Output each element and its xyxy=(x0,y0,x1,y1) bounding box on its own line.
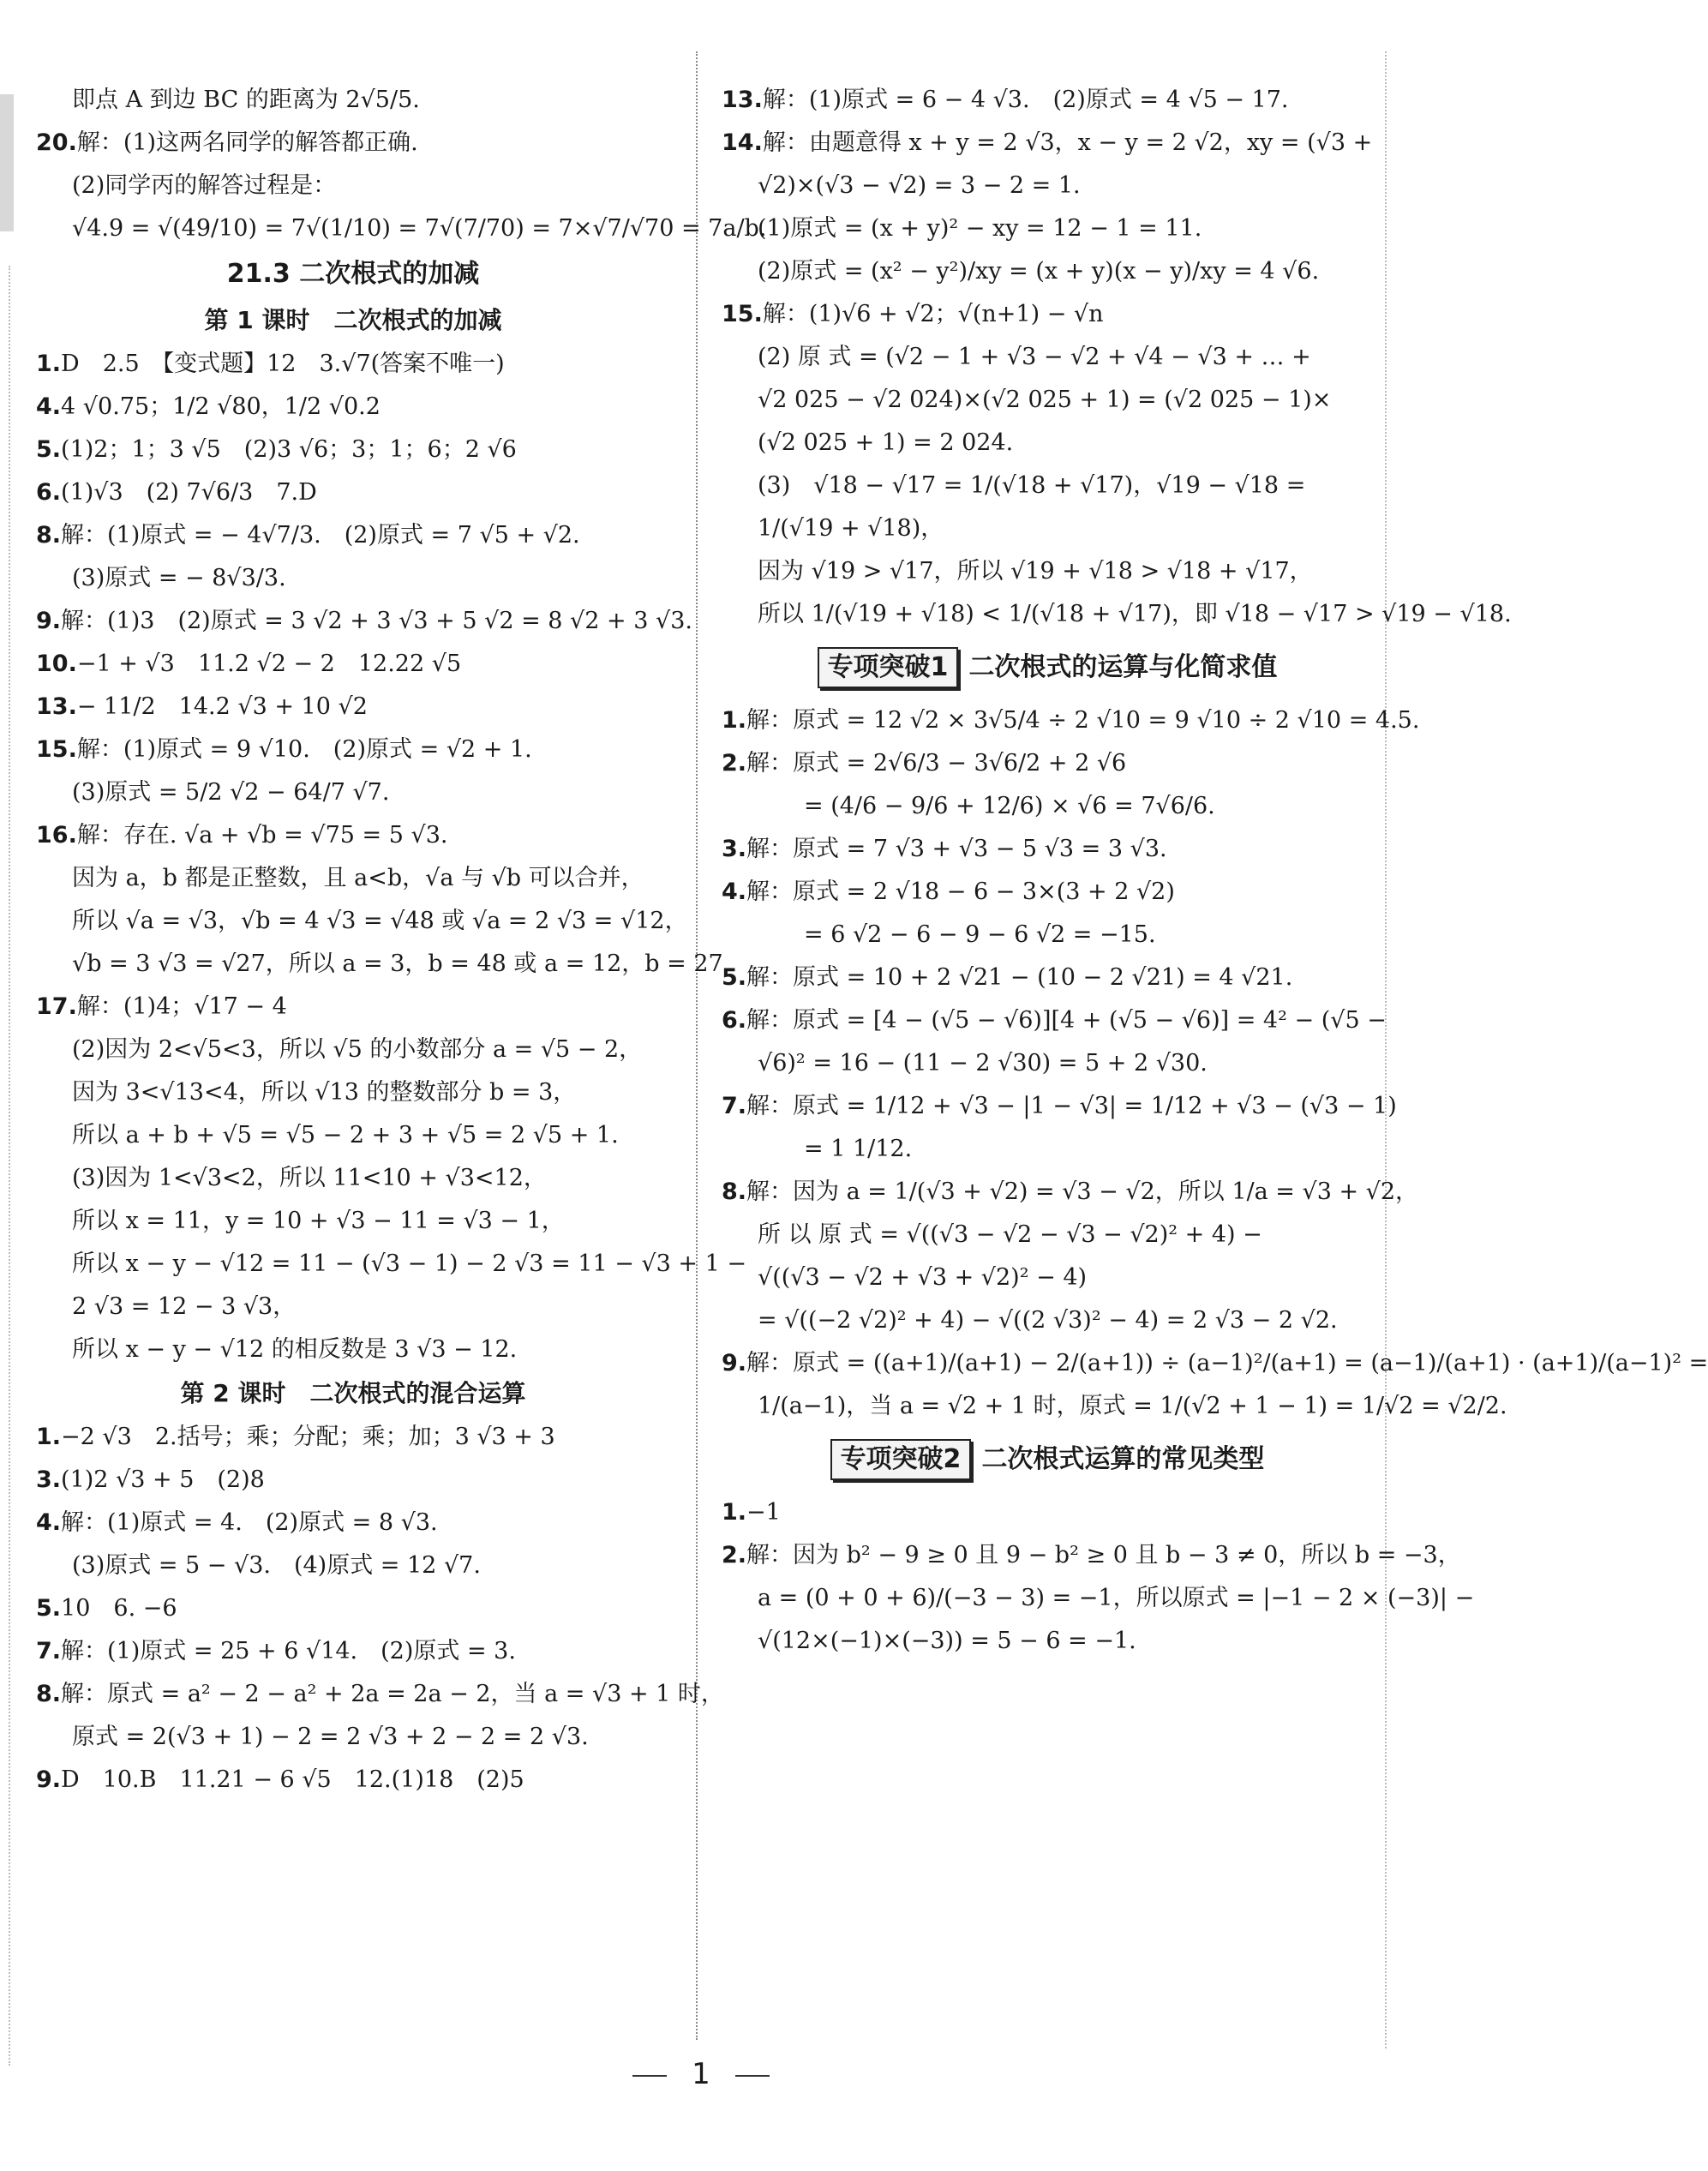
question-number: 3. xyxy=(722,836,747,862)
column-divider xyxy=(696,51,698,2040)
answer-line xyxy=(722,336,1373,379)
answer-line xyxy=(36,1673,724,1716)
answer-text: 1/(a−1)，当 a = √2 + 1 时，原式 = 1/(√2 + 1 − 1) = 1/√2 = √2/2. xyxy=(758,1393,1507,1419)
left-margin-rule xyxy=(9,266,10,2066)
answer-line xyxy=(36,471,670,514)
answer-line xyxy=(722,1577,1475,1620)
answer-line xyxy=(36,1286,670,1328)
answer-text: (2)原式 = (x² − y²)/xy = (x + y)(x − y)/xy = 4 √6. xyxy=(758,258,1320,285)
question-number: 15. xyxy=(722,301,763,327)
answer-line xyxy=(36,814,670,857)
answer-line xyxy=(36,1716,670,1759)
question-number: 2. xyxy=(722,750,747,777)
answer-text: 原式 = 2(√3 + 1) − 2 = 2 √3 + 2 − 2 = 2 √3. xyxy=(72,1724,589,1750)
answer-line xyxy=(36,1328,670,1371)
section-heading: 第 1 课时 二次根式的加减 xyxy=(204,306,502,334)
left-column xyxy=(36,79,767,1802)
answer-text: 解：(1)这两名同学的解答都正确. xyxy=(76,129,418,156)
answer-line xyxy=(722,593,1512,636)
answer-text: 4 √0.75；1/2 √80，1/2 √0.2 xyxy=(61,393,381,420)
answer-line xyxy=(36,1459,670,1502)
question-number: 5. xyxy=(36,436,62,463)
answer-text: (1)√3 (2) 7√6/3 7.D xyxy=(61,479,317,506)
answer-text: 解：因为 b² − 9 ≥ 0 且 9 − b² ≥ 0 且 b − 3 ≠ 0，所以 b = −3， xyxy=(746,1542,1461,1568)
answer-text: 1/(√19 + √18)， xyxy=(758,515,944,542)
answer-line xyxy=(722,1620,1373,1663)
question-number: 10. xyxy=(36,651,77,677)
answer-line xyxy=(36,643,670,686)
footer-dash-right xyxy=(735,2075,770,2077)
answer-text: √6)² = 16 − (11 − 2 √30) = 5 + 2 √30. xyxy=(758,1050,1208,1077)
answer-line xyxy=(36,207,767,250)
answer-text: 解：原式 = 12 √2 × 3√5/4 ÷ 2 √10 = 9 √10 ÷ 2 √10 = 4.5. xyxy=(746,707,1420,734)
answer-text: √2)×(√3 − √2) = 3 − 2 = 1. xyxy=(758,172,1081,199)
question-number: 5. xyxy=(722,964,747,991)
answer-text: 解：原式 = 1/12 + √3 − |1 − √3| = 1/12 + √3 − (√3 − 1) xyxy=(746,1093,1397,1119)
question-number: 4. xyxy=(722,879,747,905)
answer-line xyxy=(722,122,1373,165)
question-number: 1. xyxy=(36,351,62,377)
answer-line xyxy=(36,1071,670,1114)
answer-line xyxy=(722,1342,1708,1385)
answer-line xyxy=(722,250,1373,293)
answer-line xyxy=(722,828,1373,871)
question-number: 13. xyxy=(722,87,763,113)
answer-line xyxy=(36,1502,670,1544)
special-topic-heading xyxy=(722,643,1373,693)
answer-line xyxy=(36,1243,746,1286)
question-number: 1. xyxy=(722,707,747,734)
question-number: 13. xyxy=(36,693,77,720)
question-number: 1. xyxy=(36,1424,62,1450)
answer-line xyxy=(722,1085,1397,1128)
answer-line xyxy=(36,557,670,600)
answer-text: − 11/2 14.2 √3 + 10 √2 xyxy=(76,693,368,720)
answer-line xyxy=(36,79,670,122)
topic-badge: 专项突破1 xyxy=(818,647,959,688)
question-number: 15. xyxy=(36,736,77,763)
answer-line xyxy=(36,986,670,1029)
page-number: 1 xyxy=(692,2057,710,2091)
answer-text: 解：存在. √a + √b = √75 = 5 √3. xyxy=(76,822,448,849)
answer-text: 所以 x − y − √12 的相反数是 3 √3 − 12. xyxy=(72,1336,518,1363)
answer-line xyxy=(36,122,670,165)
answer-line xyxy=(722,422,1373,465)
answer-line xyxy=(36,429,670,471)
answer-text: √b = 3 √3 = √27，所以 a = 3，b = 48 或 a = 12，b = 27. xyxy=(72,951,731,977)
question-number: 6. xyxy=(722,1007,747,1034)
answer-text: 解：(1)√6 + √2；√(n+1) − √n xyxy=(762,301,1104,327)
question-number: 4. xyxy=(36,393,62,420)
answer-text: 解：(1)3 (2)原式 = 3 √2 + 3 √3 + 5 √2 = 8 √2 + 3 √3. xyxy=(61,608,692,634)
answer-text: 解：原式 = 7 √3 + √3 − 5 √3 = 3 √3. xyxy=(746,836,1167,862)
topic-title: 二次根式运算的常见类型 xyxy=(981,1444,1265,1474)
right-margin-rule xyxy=(1385,51,1387,2048)
answer-text: 解：原式 = a² − 2 − a² + 2a = 2a − 2，当 a = √3 + 1 时， xyxy=(61,1681,724,1707)
answer-line xyxy=(36,900,688,943)
question-number: 7. xyxy=(36,1638,62,1664)
answer-line xyxy=(722,293,1373,336)
answer-line xyxy=(722,207,1373,250)
answer-text: √(12×(−1)×(−3)) = 5 − 6 = −1. xyxy=(758,1628,1136,1654)
answer-text: 因为 √19 > √17，所以 √19 + √18 > √18 + √17， xyxy=(758,558,1313,585)
answer-text: 所 以 原 式 = √((√3 − √2 − √3 − √2)² + 4) − xyxy=(758,1221,1262,1248)
answer-text: = 1 1/12. xyxy=(804,1136,913,1162)
answer-line xyxy=(36,343,670,386)
answer-line xyxy=(36,1759,670,1802)
answer-line xyxy=(722,465,1373,507)
answer-line xyxy=(36,600,692,643)
topic-badge: 专项突破2 xyxy=(830,1439,972,1480)
answer-text: 解：原式 = 10 + 2 √21 − (10 − 2 √21) = 4 √21. xyxy=(746,964,1293,991)
answer-line xyxy=(36,771,670,814)
answer-line xyxy=(36,1114,670,1157)
answer-text: 解：由题意得 x + y = 2 √3，x − y = 2 √2，xy = (√3 + xyxy=(762,129,1373,156)
question-number: 3. xyxy=(36,1466,62,1493)
question-number: 7. xyxy=(722,1093,747,1119)
answer-line xyxy=(722,785,1373,828)
question-number: 8. xyxy=(36,1681,62,1707)
answer-line xyxy=(722,79,1373,122)
answer-line xyxy=(36,165,670,207)
answer-line xyxy=(722,379,1373,422)
answer-line xyxy=(36,943,731,986)
answer-text: (3)原式 = 5/2 √2 − 64/7 √7. xyxy=(72,779,390,806)
footer-dash-left xyxy=(632,2075,667,2077)
answer-text: = √((−2 √2)² + 4) − √((2 √3)² − 4) = 2 √3 − 2 √2. xyxy=(758,1307,1338,1334)
answer-text: (1)原式 = (x + y)² − xy = 12 − 1 = 11. xyxy=(758,215,1202,242)
answer-text: 10 6. −6 xyxy=(61,1595,177,1622)
page-footer xyxy=(0,2057,1402,2091)
answer-line xyxy=(722,165,1373,207)
answer-text: (2)同学丙的解答过程是： xyxy=(72,172,337,199)
answer-line xyxy=(722,1256,1373,1299)
answer-text: 解：(1)原式 = 6 − 4 √3. (2)原式 = 4 √5 − 17. xyxy=(762,87,1289,113)
answer-text: √4.9 = √(49/10) = 7√(1/10) = 7√(7/70) = 7×√7/√70 = 7a/b. xyxy=(72,215,767,242)
answer-line xyxy=(722,1171,1419,1214)
special-topic-heading xyxy=(722,1435,1373,1484)
answer-text: = (4/6 − 9/6 + 12/6) × √6 = 7√6/6. xyxy=(804,793,1215,819)
answer-line xyxy=(722,871,1373,914)
right-column xyxy=(722,79,1708,1663)
answer-line xyxy=(722,914,1373,957)
answer-text: 因为 3<√13<4，所以 √13 的整数部分 b = 3， xyxy=(72,1079,577,1106)
question-number: 6. xyxy=(36,479,62,506)
answer-text: (3)原式 = 5 − √3. (4)原式 = 12 √7. xyxy=(72,1552,481,1579)
question-number: 2. xyxy=(722,1542,747,1568)
answer-text: 因为 a，b 都是正整数，且 a<b，√a 与 √b 可以合并， xyxy=(72,865,644,891)
answer-text: (1)2 √3 + 5 (2)8 xyxy=(61,1466,265,1493)
page-edge-tab xyxy=(0,94,14,231)
answer-line xyxy=(36,1630,670,1673)
answer-text: D 10.B 11.21 − 6 √5 12.(1)18 (2)5 xyxy=(61,1766,524,1793)
answer-line xyxy=(36,729,670,771)
question-number: 5. xyxy=(36,1595,62,1622)
answer-text: 解：(1)原式 = − 4√7/3. (2)原式 = 7 √5 + √2. xyxy=(61,522,580,549)
answer-text: (1)2；1；3 √5 (2)3 √6；3；1；6；2 √6 xyxy=(61,436,517,463)
question-number: 9. xyxy=(36,1766,62,1793)
answer-text: 解：(1)原式 = 9 √10. (2)原式 = √2 + 1. xyxy=(76,736,532,763)
answer-text: (2)因为 2<√5<3，所以 √5 的小数部分 a = √5 − 2， xyxy=(72,1036,643,1063)
section-heading: 第 2 课时 二次根式的混合运算 xyxy=(180,1379,526,1407)
answer-text: 所以 1/(√19 + √18) < 1/(√18 + √17)，即 √18 − √17 > √19 − √18. xyxy=(758,601,1512,627)
answer-line xyxy=(36,857,670,900)
question-number: 9. xyxy=(722,1350,747,1376)
answer-line xyxy=(36,1157,670,1200)
question-number: 1. xyxy=(722,1499,747,1526)
answer-line xyxy=(36,1544,670,1587)
question-number: 17. xyxy=(36,993,77,1020)
answer-text: 所以 a + b + √5 = √5 − 2 + 3 + √5 = 2 √5 + 1. xyxy=(72,1122,619,1148)
answer-text: (√2 025 + 1) = 2 024. xyxy=(758,429,1014,456)
answer-text: 所以 x − y − √12 = 11 − (√3 − 1) − 2 √3 = 11 − √3 + 1 − xyxy=(72,1250,746,1277)
answer-line xyxy=(722,699,1420,742)
answer-text: −2 √3 2.括号；乘；分配；乘；加；3 √3 + 3 xyxy=(61,1424,555,1450)
answer-line xyxy=(722,957,1373,999)
answer-text: √2 025 − √2 024)×(√2 025 + 1) = (√2 025 − 1)× xyxy=(758,387,1332,413)
answer-text: 所以 x = 11，y = 10 + √3 − 11 = √3 − 1， xyxy=(72,1208,565,1234)
answer-text: 解：(1)原式 = 25 + 6 √14. (2)原式 = 3. xyxy=(61,1638,516,1664)
answer-text: = 6 √2 − 6 − 9 − 6 √2 = −15. xyxy=(804,921,1156,948)
topic-title: 二次根式的运算与化简求值 xyxy=(968,652,1278,682)
answer-line xyxy=(36,1416,670,1459)
question-number: 8. xyxy=(36,522,62,549)
answer-line xyxy=(722,1214,1373,1256)
answer-line xyxy=(722,550,1373,593)
answer-line xyxy=(722,507,1373,550)
answer-text: 解：原式 = 2 √18 − 6 − 3×(3 + 2 √2) xyxy=(746,879,1175,905)
question-number: 4. xyxy=(36,1509,62,1536)
answer-line xyxy=(722,1385,1507,1428)
answer-line xyxy=(36,1200,670,1243)
answer-text: 解：(1)4；√17 − 4 xyxy=(76,993,287,1020)
answer-text: D 2.5 【变式题】12 3.√7(答案不唯一) xyxy=(61,351,505,377)
question-number: 14. xyxy=(722,129,763,156)
answer-text: √((√3 − √2 + √3 + √2)² − 4) xyxy=(758,1264,1088,1291)
question-number: 16. xyxy=(36,822,77,849)
answer-line xyxy=(36,386,670,429)
answer-text: (2) 原 式 = (√2 − 1 + √3 − √2 + √4 − √3 + … + xyxy=(758,344,1311,370)
answer-text: 解：因为 a = 1/(√3 + √2) = √3 − √2，所以 1/a = √3 + √2， xyxy=(746,1178,1419,1205)
section-heading: 21.3 二次根式的加减 xyxy=(226,259,480,289)
answer-line xyxy=(722,1534,1461,1577)
answer-text: 解：原式 = 2√6/3 − 3√6/2 + 2 √6 xyxy=(746,750,1127,777)
answer-text: −1 xyxy=(746,1499,781,1526)
answer-line xyxy=(722,1128,1373,1171)
answer-text: (3)原式 = − 8√3/3. xyxy=(72,565,286,591)
answer-line xyxy=(36,1029,670,1071)
answer-line xyxy=(36,686,670,729)
question-number: 20. xyxy=(36,129,77,156)
answer-text: (3)因为 1<√3<2，所以 11<10 + √3<12， xyxy=(72,1165,547,1191)
answer-text: a = (0 + 0 + 6)/(−3 − 3) = −1，所以原式 = |−1 − 2 × (−3)| − xyxy=(758,1585,1475,1611)
answer-line xyxy=(722,742,1373,785)
answer-text: 即点 A 到边 BC 的距离为 2√5/5. xyxy=(72,87,420,113)
answer-line xyxy=(722,1491,1373,1534)
question-number: 8. xyxy=(722,1178,747,1205)
answer-text: 解：(1)原式 = 4. (2)原式 = 8 √3. xyxy=(61,1509,438,1536)
answer-line xyxy=(722,999,1387,1042)
answer-line xyxy=(36,1587,670,1630)
answer-text: 2 √3 = 12 − 3 √3， xyxy=(72,1293,297,1320)
answer-text: 解：原式 = ((a+1)/(a+1) − 2/(a+1)) ÷ (a−1)²/(a+1) = (a−1)/(a+1) · (a+1)/(a−1)² = xyxy=(746,1350,1708,1376)
question-number: 9. xyxy=(36,608,62,634)
answer-line xyxy=(36,514,670,557)
answer-text: 所以 √a = √3，√b = 4 √3 = √48 或 √a = 2 √3 = √12， xyxy=(72,908,688,934)
answer-line xyxy=(722,1299,1373,1342)
answer-text: (3) √18 − √17 = 1/(√18 + √17)，√19 − √18 = xyxy=(758,472,1306,499)
answer-line xyxy=(722,1042,1373,1085)
answer-text: 解：原式 = [4 − (√5 − √6)][4 + (√5 − √6)] = 4² − (√5 − xyxy=(746,1007,1387,1034)
answer-text: −1 + √3 11.2 √2 − 2 12.22 √5 xyxy=(76,651,462,677)
